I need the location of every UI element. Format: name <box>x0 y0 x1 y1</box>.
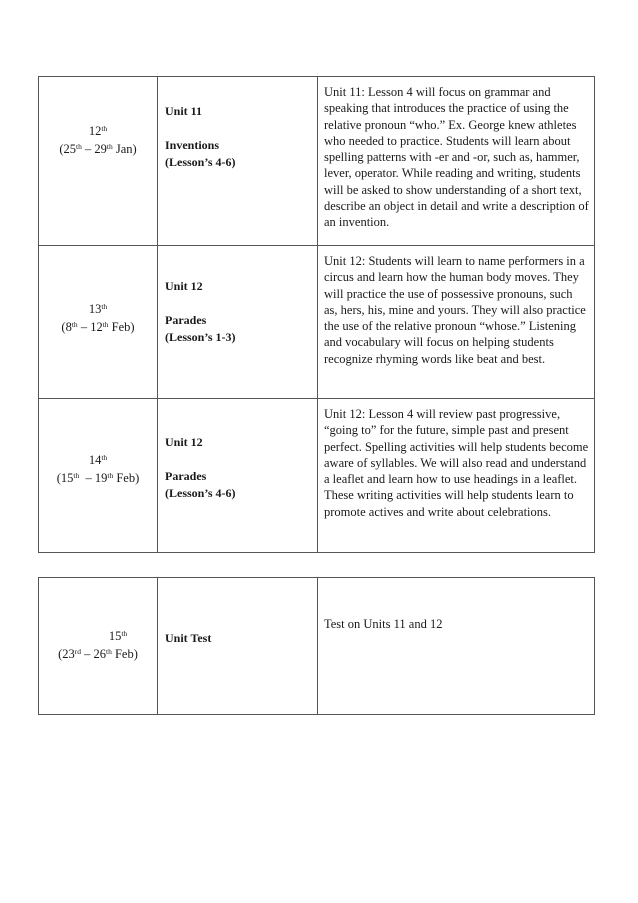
unit-title: Unit 11 <box>165 104 203 118</box>
unit-topic: Inventions <box>165 138 220 152</box>
date-range: (8th – 12th Feb) <box>61 320 135 334</box>
unit-description: Unit 12: Lesson 4 will review past progressive, “going to” for the future, simple past and present perfect. Spelling activities will help students become aware of syllables. We will also read and understand a leaflet and learn how to use headings in a leaflet. These writing activities will help students learn to promote actives and write about celebrations. <box>324 407 589 519</box>
week-cell <box>39 77 158 246</box>
description-cell <box>318 578 595 715</box>
unit-cell <box>158 246 318 399</box>
week-number: 14th <box>88 453 108 467</box>
week-cell <box>39 578 158 715</box>
unit-cell <box>158 399 318 553</box>
unit-description: Unit 11: Lesson 4 will focus on grammar and speaking that introduces the practice of using the relative pronoun “who.” Ex. George knew athletes who needed to practice. Students will learn about spelling patterns with -er and -or, such as, hammer, lever, operator. While reading and writing, students will be asked to show understanding of a short text, describe an object in detail and write a description of an invention. <box>324 85 589 230</box>
description-cell <box>318 399 595 553</box>
table-row <box>39 77 595 246</box>
unit-lessons: (Lesson’s 1-3) <box>165 330 236 344</box>
test-table <box>38 577 595 715</box>
description-cell <box>318 77 595 246</box>
unit-topic: Parades <box>165 313 207 327</box>
table-row <box>39 578 595 715</box>
unit-title: Unit 12 <box>165 435 203 449</box>
schedule-table <box>38 76 595 553</box>
week-number: 15th <box>108 629 128 643</box>
unit-title: Unit 12 <box>165 279 203 293</box>
unit-lessons: (Lesson’s 4-6) <box>165 486 236 500</box>
date-range: (25th – 29th Jan) <box>59 142 137 156</box>
week-cell <box>39 246 158 399</box>
date-range: (23rd – 26th Feb) <box>58 647 138 661</box>
unit-cell <box>158 578 318 715</box>
table-row <box>39 399 595 553</box>
unit-cell <box>158 77 318 246</box>
unit-lessons: (Lesson’s 4-6) <box>165 155 236 169</box>
week-number: 13th <box>88 302 108 316</box>
description-cell <box>318 246 595 399</box>
week-cell <box>39 399 158 553</box>
unit-topic: Parades <box>165 469 207 483</box>
unit-title: Unit Test <box>165 631 212 645</box>
unit-description: Unit 12: Students will learn to name performers in a circus and learn how the human body moves. They will practice the use of possessive pronouns, such as, hers, his, mine and yours. They will also practice the use of the relative pronoun “whose.” Listening and vocabulary will focus on helping students recognize rhyming words like beat and best. <box>324 254 586 366</box>
table-row <box>39 246 595 399</box>
week-number: 12th <box>88 124 108 138</box>
test-description: Test on Units 11 and 12 <box>324 617 443 631</box>
date-range: (15th – 19th Feb) <box>56 471 140 485</box>
